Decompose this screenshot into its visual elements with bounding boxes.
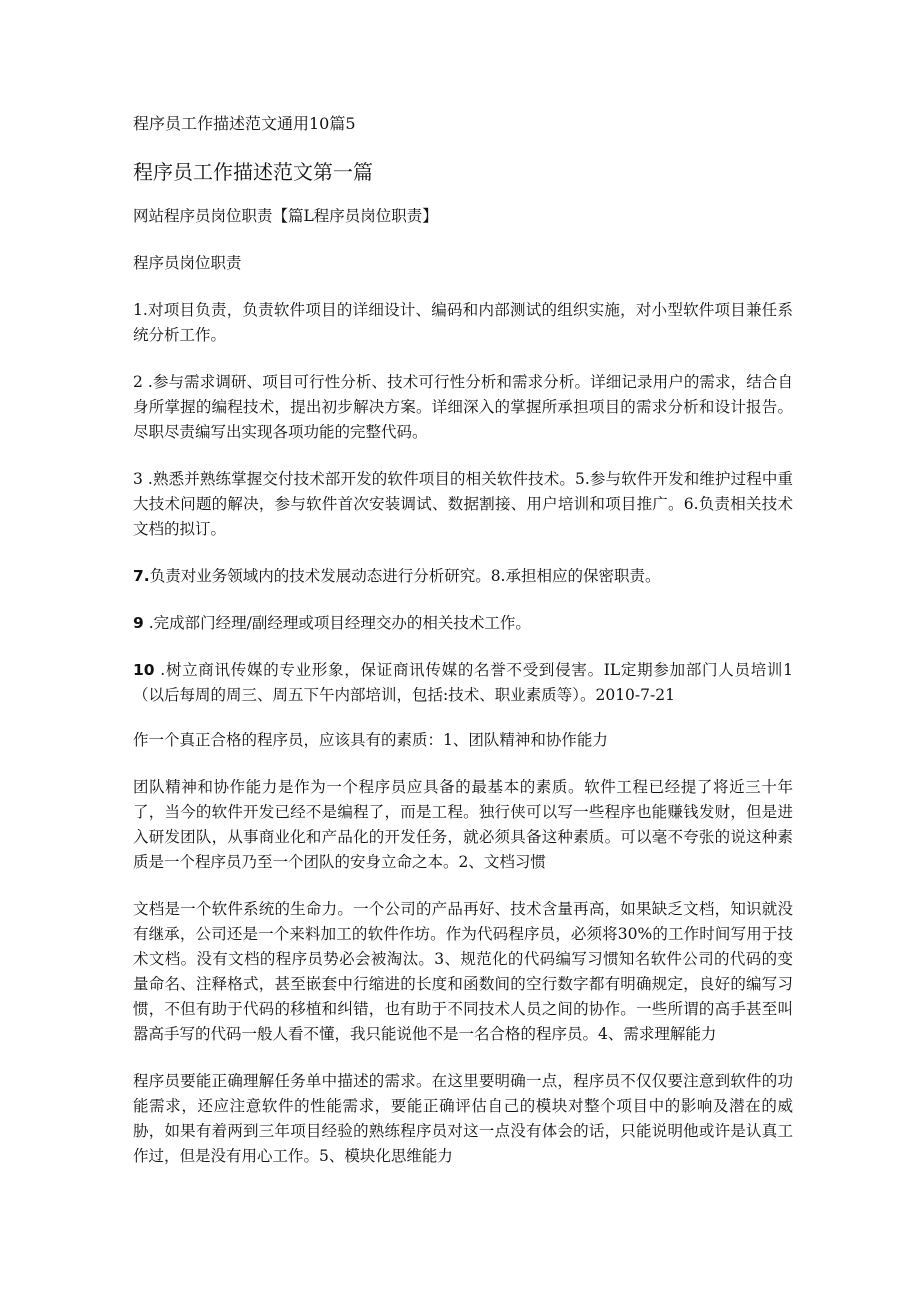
body-paragraph-4: 程序员要能正确理解任务单中描述的需求。在这里要明确一点，程序员不仅仅要注意到软件的功能需求，还应注意软件的性能需求，要能正确评估自己的模块对整个项目中的影响及潜在的威胁，如果有着两到三年项目经验的熟练程序员对这一点没有体会的话，只能说明他或许是认真工作过，但是没有用心工作。5、模块化思维能力 [133, 1072, 793, 1165]
section-label: 程序员岗位职责 [133, 254, 242, 272]
document-heading: 程序员工作描述范文第一篇 [133, 160, 373, 184]
duty-item-1 [133, 298, 793, 348]
document-title: 程序员工作描述范文通用10篇5 [133, 114, 356, 133]
body-paragraph-1: 作一个真正合格的程序员，应该具有的素质：1、团队精神和协作能力 [133, 731, 608, 749]
duty-item-text: 负责对业务领域内的技术发展动态进行分析研究。8.承担相应的保密职责。 [149, 567, 661, 585]
duty-item-2 [133, 370, 793, 445]
document-subtitle: 网站程序员岗位职责【篇L程序员岗位职责】 [133, 207, 438, 225]
body-paragraph-3: 文档是一个软件系统的生命力。一个公司的产品再好、技术含量再高，如果缺乏文档，知识就没有继承，公司还是一个来料加工的软件作坊。作为代码程序员，必须将30%的工作时间写用于技术文档。没有文档的程序员势必会被淘汰。3、规范化的代码编写习惯知名软件公司的代码的变量命名、注释格式，甚至嵌套中行缩进的长度和函数间的空行数字都有明确规定，良好的编写习惯，不但有助于代码的移植和纠错，也有助于不同技术人员之间的协作。一些所谓的高手甚至叫嚣高手写的代码一般人看不懂，我只能说他不是一名合格的程序员。4、需求理解能力 [133, 900, 793, 1043]
document-page [133, 112, 793, 1191]
duty-item-text: .完成部门经理/副经理或项目经理交办的相关技术工作。 [143, 614, 531, 632]
duty-item-number: 9 [133, 614, 144, 632]
duty-item-7 [133, 564, 793, 589]
duty-item-9 [133, 611, 793, 636]
duty-item-3 [133, 467, 793, 542]
duty-item-text: 3 .熟悉并熟练掌握交付技术部开发的软件项目的相关软件技术。5.参与软件开发和维护过程中重大技术问题的解决，参与软件首次安装调试、数据割接、用户培训和项目推广。6.负责相关技术文档的拟订。 [133, 470, 793, 538]
duty-item-text: .树立商讯传媒的专业形象，保证商讯传媒的名誉不受到侵害。IL定期参加部门人员培训1（以后每周的周三、周五下午内部培训，包括:技术、职业素质等）。2010-7-21 [133, 661, 793, 704]
duty-item-number: 10 [133, 661, 155, 679]
body-paragraph-2: 团队精神和协作能力是作为一个程序员应具备的最基本的素质。软件工程已经提了将近三十年了，当今的软件开发已经不是编程了，而是工程。独行侠可以写一些程序也能赚钱发财，但是进入研发团队，从事商业化和产品化的开发任务，就必须具备这种素质。可以毫不夸张的说这种素质是一个程序员乃至一个团队的安身立命之本。2、文档习惯 [133, 778, 793, 871]
duty-item-text: 2 .参与需求调研、项目可行性分析、技术可行性分析和需求分析。详细记录用户的需求，结合自身所掌握的编程技术，提出初步解决方案。详细深入的掌握所承担项目的需求分析和设计报告。尽职尽责编写出实现各项功能的完整代码。 [133, 373, 793, 441]
duty-item-10 [133, 658, 793, 708]
duty-item-text: 1.对项目负责，负责软件项目的详细设计、编码和内部测试的组织实施，对小型软件项目兼任系统分析工作。 [133, 301, 793, 344]
duty-item-number: 7. [133, 567, 150, 585]
